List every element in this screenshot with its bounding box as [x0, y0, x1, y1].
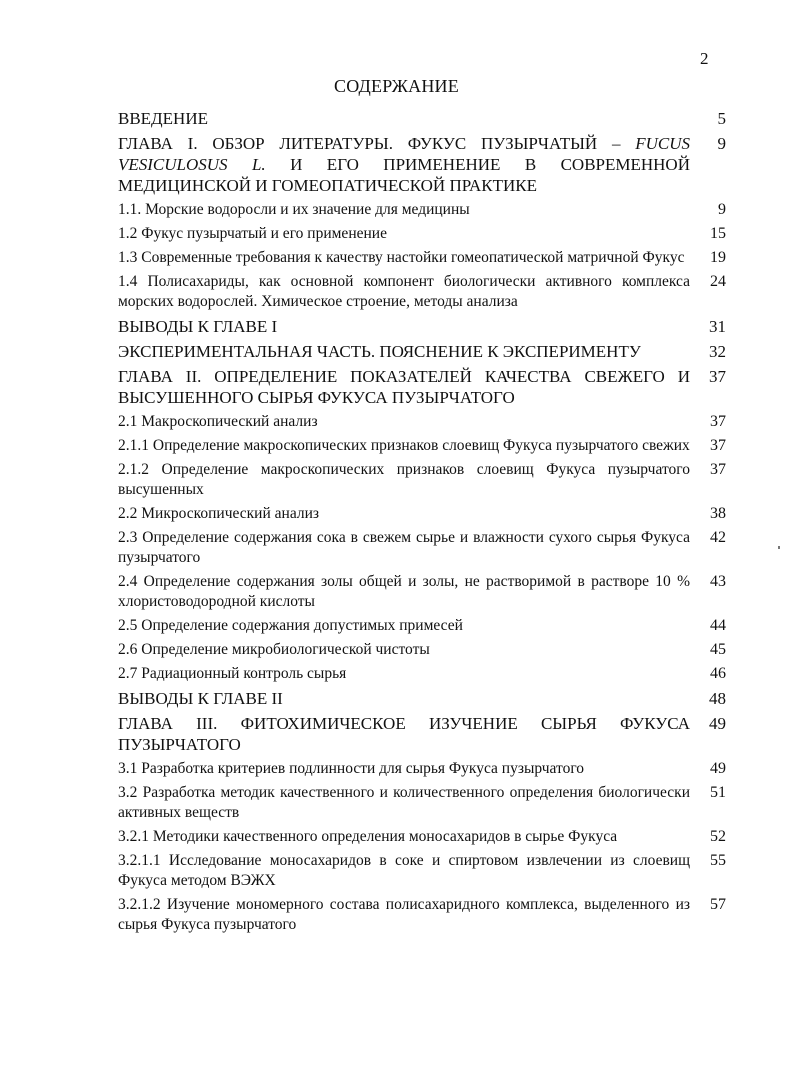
- toc-entry: [118, 108, 728, 129]
- toc-entry-page: 37: [710, 461, 726, 478]
- toc-entry: [118, 851, 728, 891]
- toc-entry: [118, 783, 728, 823]
- toc-entry-page: 37: [710, 437, 726, 454]
- scan-speck: [778, 546, 780, 549]
- toc-entry-title: ВВЕДЕНИЕ: [118, 109, 208, 128]
- toc-entry: [118, 248, 728, 268]
- toc-entry-page: 37: [710, 413, 726, 430]
- toc-entry: [118, 759, 728, 779]
- toc-entry-title: ВЫВОДЫ К ГЛАВЕ I: [118, 317, 278, 336]
- toc-entry-page: 49: [710, 760, 726, 777]
- toc-entry-title: 2.7 Радиационный контроль сырья: [118, 665, 347, 682]
- toc-entry-page: 49: [709, 714, 726, 733]
- toc-entry: [118, 528, 728, 568]
- toc-entry: [118, 572, 728, 612]
- toc-entry-page: 38: [710, 505, 726, 522]
- toc-entry-title: 3.2.1.1 Исследование моносахаридов в соке и спиртовом извлечении из слоевищ Фукуса методом ВЭЖХ: [118, 852, 690, 889]
- page-number: 2: [700, 49, 709, 68]
- toc-entry-title: 2.2 Микроскопический анализ: [118, 505, 319, 522]
- toc-entry: [118, 664, 728, 684]
- toc-entry: [118, 341, 728, 362]
- toc-entry-page: 48: [709, 689, 726, 708]
- toc-entry-title: 3.2.1.2 Изучение мономерного состава полисахаридного комплекса, выделенного из сырья Фукуса пузырчатого: [118, 896, 690, 933]
- toc-entry: [118, 412, 728, 432]
- toc-entry: [118, 460, 728, 500]
- toc-entry-page: 43: [710, 573, 726, 590]
- toc-entry: [118, 616, 728, 636]
- toc-entry-page: 46: [710, 665, 726, 682]
- toc-entry-page: 57: [710, 896, 726, 913]
- toc-entry: [118, 224, 728, 244]
- toc-entry-title: ГЛАВА I. ОБЗОР ЛИТЕРАТУРЫ. ФУКУС ПУЗЫРЧАТЫЙ – FUCUS VESICULOSUS L. И ЕГО ПРИМЕНЕНИЕ В СОВРЕМЕННОЙ МЕДИЦИНСКОЙ И ГОМЕОПАТИЧЕСКОЙ ПРАКТИКЕ: [118, 134, 690, 195]
- toc-entry-title: 2.1.1 Определение макроскопических признаков слоевищ Фукуса пузырчатого свежих: [118, 437, 690, 454]
- toc-entry-title: 2.4 Определение содержания золы общей и золы, не растворимой в растворе 10 % хлористоводородной кислоты: [118, 573, 690, 610]
- toc-entry-title: 1.1. Морские водоросли и их значение для медицины: [118, 201, 470, 218]
- toc-entry: [118, 895, 728, 935]
- toc-entry-title: 3.2.1 Методики качественного определения моносахаридов в сырье Фукуса: [118, 828, 618, 845]
- toc-entry-page: 44: [710, 617, 726, 634]
- toc-entry: [118, 316, 728, 337]
- toc-entry: [118, 713, 728, 755]
- toc-entry-title: 2.5 Определение содержания допустимых примесей: [118, 617, 463, 634]
- toc-entry-page: 32: [709, 342, 726, 361]
- toc-entry-page: 51: [710, 784, 726, 801]
- toc-entry-page: 9: [718, 201, 726, 218]
- toc-entry-title: 1.4 Полисахариды, как основной компонент биологически активного комплекса морских водорослей. Химическое строение, методы анализа: [118, 273, 690, 310]
- toc-entry-title: 2.1.2 Определение макроскопических признаков слоевищ Фукуса пузырчатого высушенных: [118, 461, 690, 498]
- toc-entry-title: 2.3 Определение содержания сока в свежем сырье и влажности сухого сырья Фукуса пузырчатого: [118, 529, 690, 566]
- toc-entry-page: 55: [710, 852, 726, 869]
- toc-entry-page: 45: [710, 641, 726, 658]
- toc-entry-page: 24: [710, 273, 726, 290]
- toc-entry-title: 2.6 Определение микробиологической чистоты: [118, 641, 430, 658]
- toc-entry-title: 3.1 Разработка критериев подлинности для сырья Фукуса пузырчатого: [118, 760, 585, 777]
- toc-entry: [118, 200, 728, 220]
- toc-entry-page: 19: [710, 249, 726, 266]
- toc-entry-title: 1.2 Фукус пузырчатый и его применение: [118, 225, 387, 242]
- toc-entry-page: 5: [717, 109, 726, 128]
- toc-entry: [118, 436, 728, 456]
- toc-entry-page: 42: [710, 529, 726, 546]
- toc-entry-title: ГЛАВА II. ОПРЕДЕЛЕНИЕ ПОКАЗАТЕЛЕЙ КАЧЕСТВА СВЕЖЕГО И ВЫСУШЕННОГО СЫРЬЯ ФУКУСА ПУЗЫРЧАТОГО: [118, 367, 690, 407]
- toc-entry-page: 15: [710, 225, 726, 242]
- toc-entry-title: ГЛАВА III. ФИТОХИМИЧЕСКОЕ ИЗУЧЕНИЕ СЫРЬЯ ФУКУСА ПУЗЫРЧАТОГО: [118, 714, 690, 754]
- toc-entry-page: 52: [710, 828, 726, 845]
- toc-entry: [118, 640, 728, 660]
- toc-entry: [118, 272, 728, 312]
- table-of-contents: [118, 108, 728, 939]
- toc-entry: [118, 504, 728, 524]
- toc-entry: [118, 133, 728, 196]
- toc-entry: [118, 688, 728, 709]
- toc-entry-title: ЭКСПЕРИМЕНТАЛЬНАЯ ЧАСТЬ. ПОЯСНЕНИЕ К ЭКСПЕРИМЕНТУ: [118, 342, 641, 361]
- toc-entry: [118, 366, 728, 408]
- toc-entry-page: 9: [717, 134, 726, 153]
- toc-entry-title: 3.2 Разработка методик качественного и количественного определения биологически активных веществ: [118, 784, 690, 821]
- toc-entry-page: 31: [709, 317, 726, 336]
- toc-entry-title: 1.3 Современные требования к качеству настойки гомеопатической матричной Фукус: [118, 249, 685, 266]
- toc-title: СОДЕРЖАНИЕ: [334, 76, 459, 96]
- toc-entry-page: 37: [709, 367, 726, 386]
- toc-entry-title: ВЫВОДЫ К ГЛАВЕ II: [118, 689, 283, 708]
- toc-entry-title: 2.1 Макроскопический анализ: [118, 413, 318, 430]
- toc-entry: [118, 827, 728, 847]
